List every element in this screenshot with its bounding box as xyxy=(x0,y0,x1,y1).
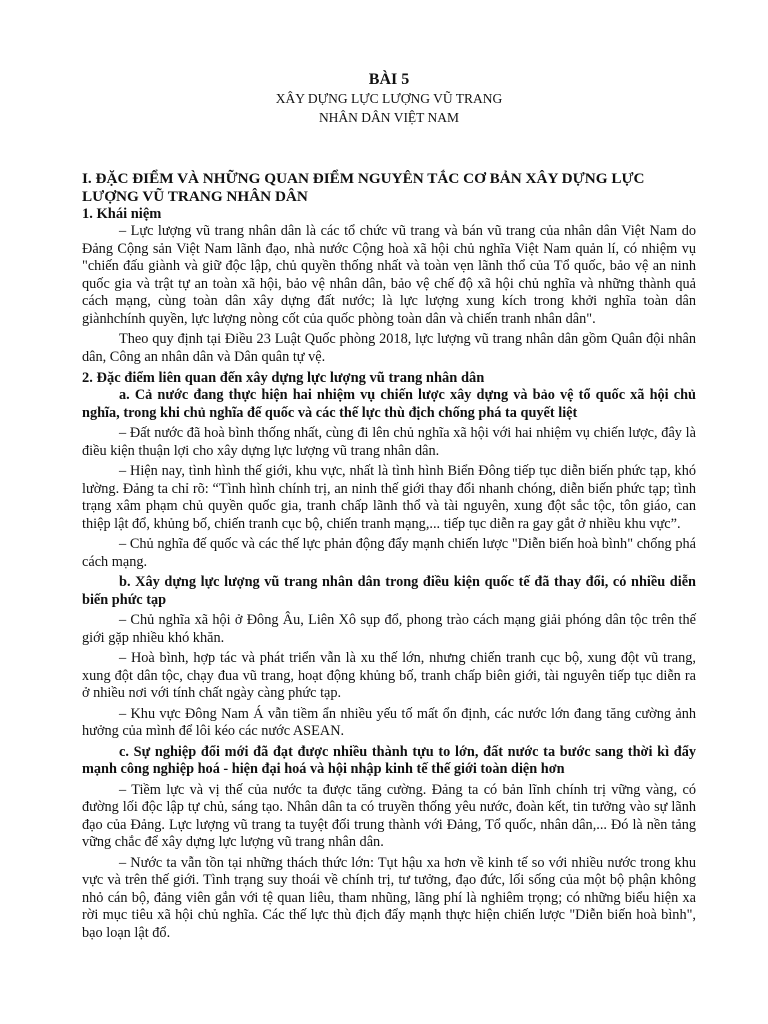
concept-paragraph: – Lực lượng vũ trang nhân dân là các tổ chức vũ trang và bán vũ trang của nhân dân Việt Nam do Đảng Cộng sản Việt Nam lãnh đạo, nhà nước Cộng hoà xã hội chủ nghĩa Việt Nam quản lí, có nhiệm vụ "chiến đấu giành và giữ độc lập, chủ quyền thống nhất và toàn vẹn lãnh thổ của Tổ quốc, bảo vệ an ninh quốc gia và trật tự an toàn xã hội, bảo vệ nhân dân, bảo vệ chế độ xã hội chủ nghĩa và những thành quả cách mạng, cùng toàn dân xây dựng đất nước; là lực lượng xung kích trong khởi nghĩa toàn dân giànhchính quyền, lực lượng nòng cốt của quốc phòng toàn dân và chiến tranh nhân dân". xyxy=(82,223,696,327)
point-c-item-1: – Tiềm lực và vị thế của nước ta được tăng cường. Đảng ta có bản lĩnh chính trị vững vàng, có đường lối độc lập tự chủ, sáng tạo. Nhân dân ta có truyền thống yêu nước, đoàn kết, tin tưởng vào sự lãnh đạo của Đảng. Lực lượng vũ trang ta tuyệt đối trung thành với Đảng, Tổ quốc, nhân dân,... Đó là nền tảng vững chắc để xây dựng lực lượng vũ trang nhân dân. xyxy=(82,781,696,850)
subsection-2-heading: 2. Đặc điểm liên quan đến xây dựng lực lượng vũ trang nhân dân xyxy=(82,370,485,386)
point-c-item-2: – Nước ta vẫn tồn tại những thách thức lớn: Tụt hậu xa hơn về kinh tế so với nhiều nước trong khu vực và trên thế giới. Tình trạng suy thoái về chính trị, tư tưởng, đạo đức, lối sống của một bộ phận không nhỏ cán bộ, đảng viên gắn với tệ quan liêu, tham nhũng, lãng phí là nghiêm trọng; có những biểu hiện xa rời mục tiêu xã hội chủ nghĩa. Các thế lực thù địch đẩy mạnh thực hiện chiến lược "Diễn biến hoà bình", bạo loạn lật đổ. xyxy=(82,854,696,941)
law-paragraph: Theo quy định tại Điều 23 Luật Quốc phòng 2018, lực lượng vũ trang nhân dân gồm Quân đội nhân dân, Công an nhân dân và Dân quân tự vệ. xyxy=(82,331,696,365)
lesson-subtitle-line-1: XÂY DỰNG LỰC LƯỢNG VŨ TRANG xyxy=(275,91,503,106)
lesson-subtitle-line-2: NHÂN DÂN VIỆT NAM xyxy=(318,109,460,125)
subsection-1-heading: 1. Khái niệm xyxy=(82,206,162,222)
point-a-item-2: – Hiện nay, tình hình thế giới, khu vực, nhất là tình hình Biển Đông tiếp tục diễn biến phức tạp, khó lường. Đảng ta chỉ rõ: “Tình hình chính trị, an ninh thế giới thay đổi nhanh chóng, diễn biến phức tạp; tình trạng xâm phạm chủ quyền quốc gia, tranh chấp lãnh thổ và tài nguyên, xung đột sắc tộc, tôn giáo, can thiệp lật đổ, khủng bố, chiến tranh cục bộ, chiến tranh mạng,... tiếp tục diễn ra gay gắt ở nhiều khu vực”. xyxy=(82,463,696,532)
point-b-heading: b. Xây dựng lực lượng vũ trang nhân dân trong điều kiện quốc tế đã thay đổi, có nhiều diễn biến phức tạp xyxy=(82,574,696,608)
point-b-item-1: – Chủ nghĩa xã hội ở Đông Âu, Liên Xô sụp đổ, phong trào cách mạng giải phóng dân tộc trên thế giới gặp nhiều khó khăn. xyxy=(82,612,696,646)
point-b-item-2: – Hoà bình, hợp tác và phát triển vẫn là xu thế lớn, nhưng chiến tranh cục bộ, xung đột vũ trang, xung đột dân tộc, chạy đua vũ trang, hoạt động khủng bố, tranh chấp biên giới, tài nguyên tiếp tục diễn ra ở nhiều nơi với tính chất ngày càng phức tạp. xyxy=(82,650,696,701)
section-1-heading: I. ĐẶC ĐIỂM VÀ NHỮNG QUAN ĐIỂM NGUYÊN TẮC CƠ BẢN XÂY DỰNG LỰC LƯỢNG VŨ TRANG NHÂN DÂN xyxy=(82,170,645,205)
point-a-item-1: – Đất nước đã hoà bình thống nhất, cùng đi lên chủ nghĩa xã hội với hai nhiệm vụ chiến lược, đây là điều kiện thuận lợi cho xây dựng lực lượng vũ trang nhân dân. xyxy=(82,425,696,459)
point-b-item-3: – Khu vực Đông Nam Á vẫn tiềm ẩn nhiều yếu tố mất ổn định, các nước lớn đang tăng cường ảnh hưởng của mình để lôi kéo các nước ASEAN. xyxy=(82,705,696,739)
point-a-heading: a. Cả nước đang thực hiện hai nhiệm vụ chiến lược xây dựng và bảo vệ tổ quốc xã hội chủ nghĩa, trong khi chủ nghĩa đế quốc và các thế lực thù địch chống phá ta quyết liệt xyxy=(82,387,696,421)
point-a-item-3: – Chủ nghĩa đế quốc và các thế lực phản động đẩy mạnh chiến lược "Diễn biến hoà bình" chống phá cách mạng. xyxy=(82,536,696,570)
lesson-title: BÀI 5 xyxy=(368,71,410,88)
point-c-heading: c. Sự nghiệp đổi mới đã đạt được nhiều thành tựu to lớn, đất nước ta bước sang thời kì đẩy mạnh công nghiệp hoá - hiện đại hoá và hội nhập kinh tế thế giới toàn diện hơn xyxy=(82,743,696,777)
